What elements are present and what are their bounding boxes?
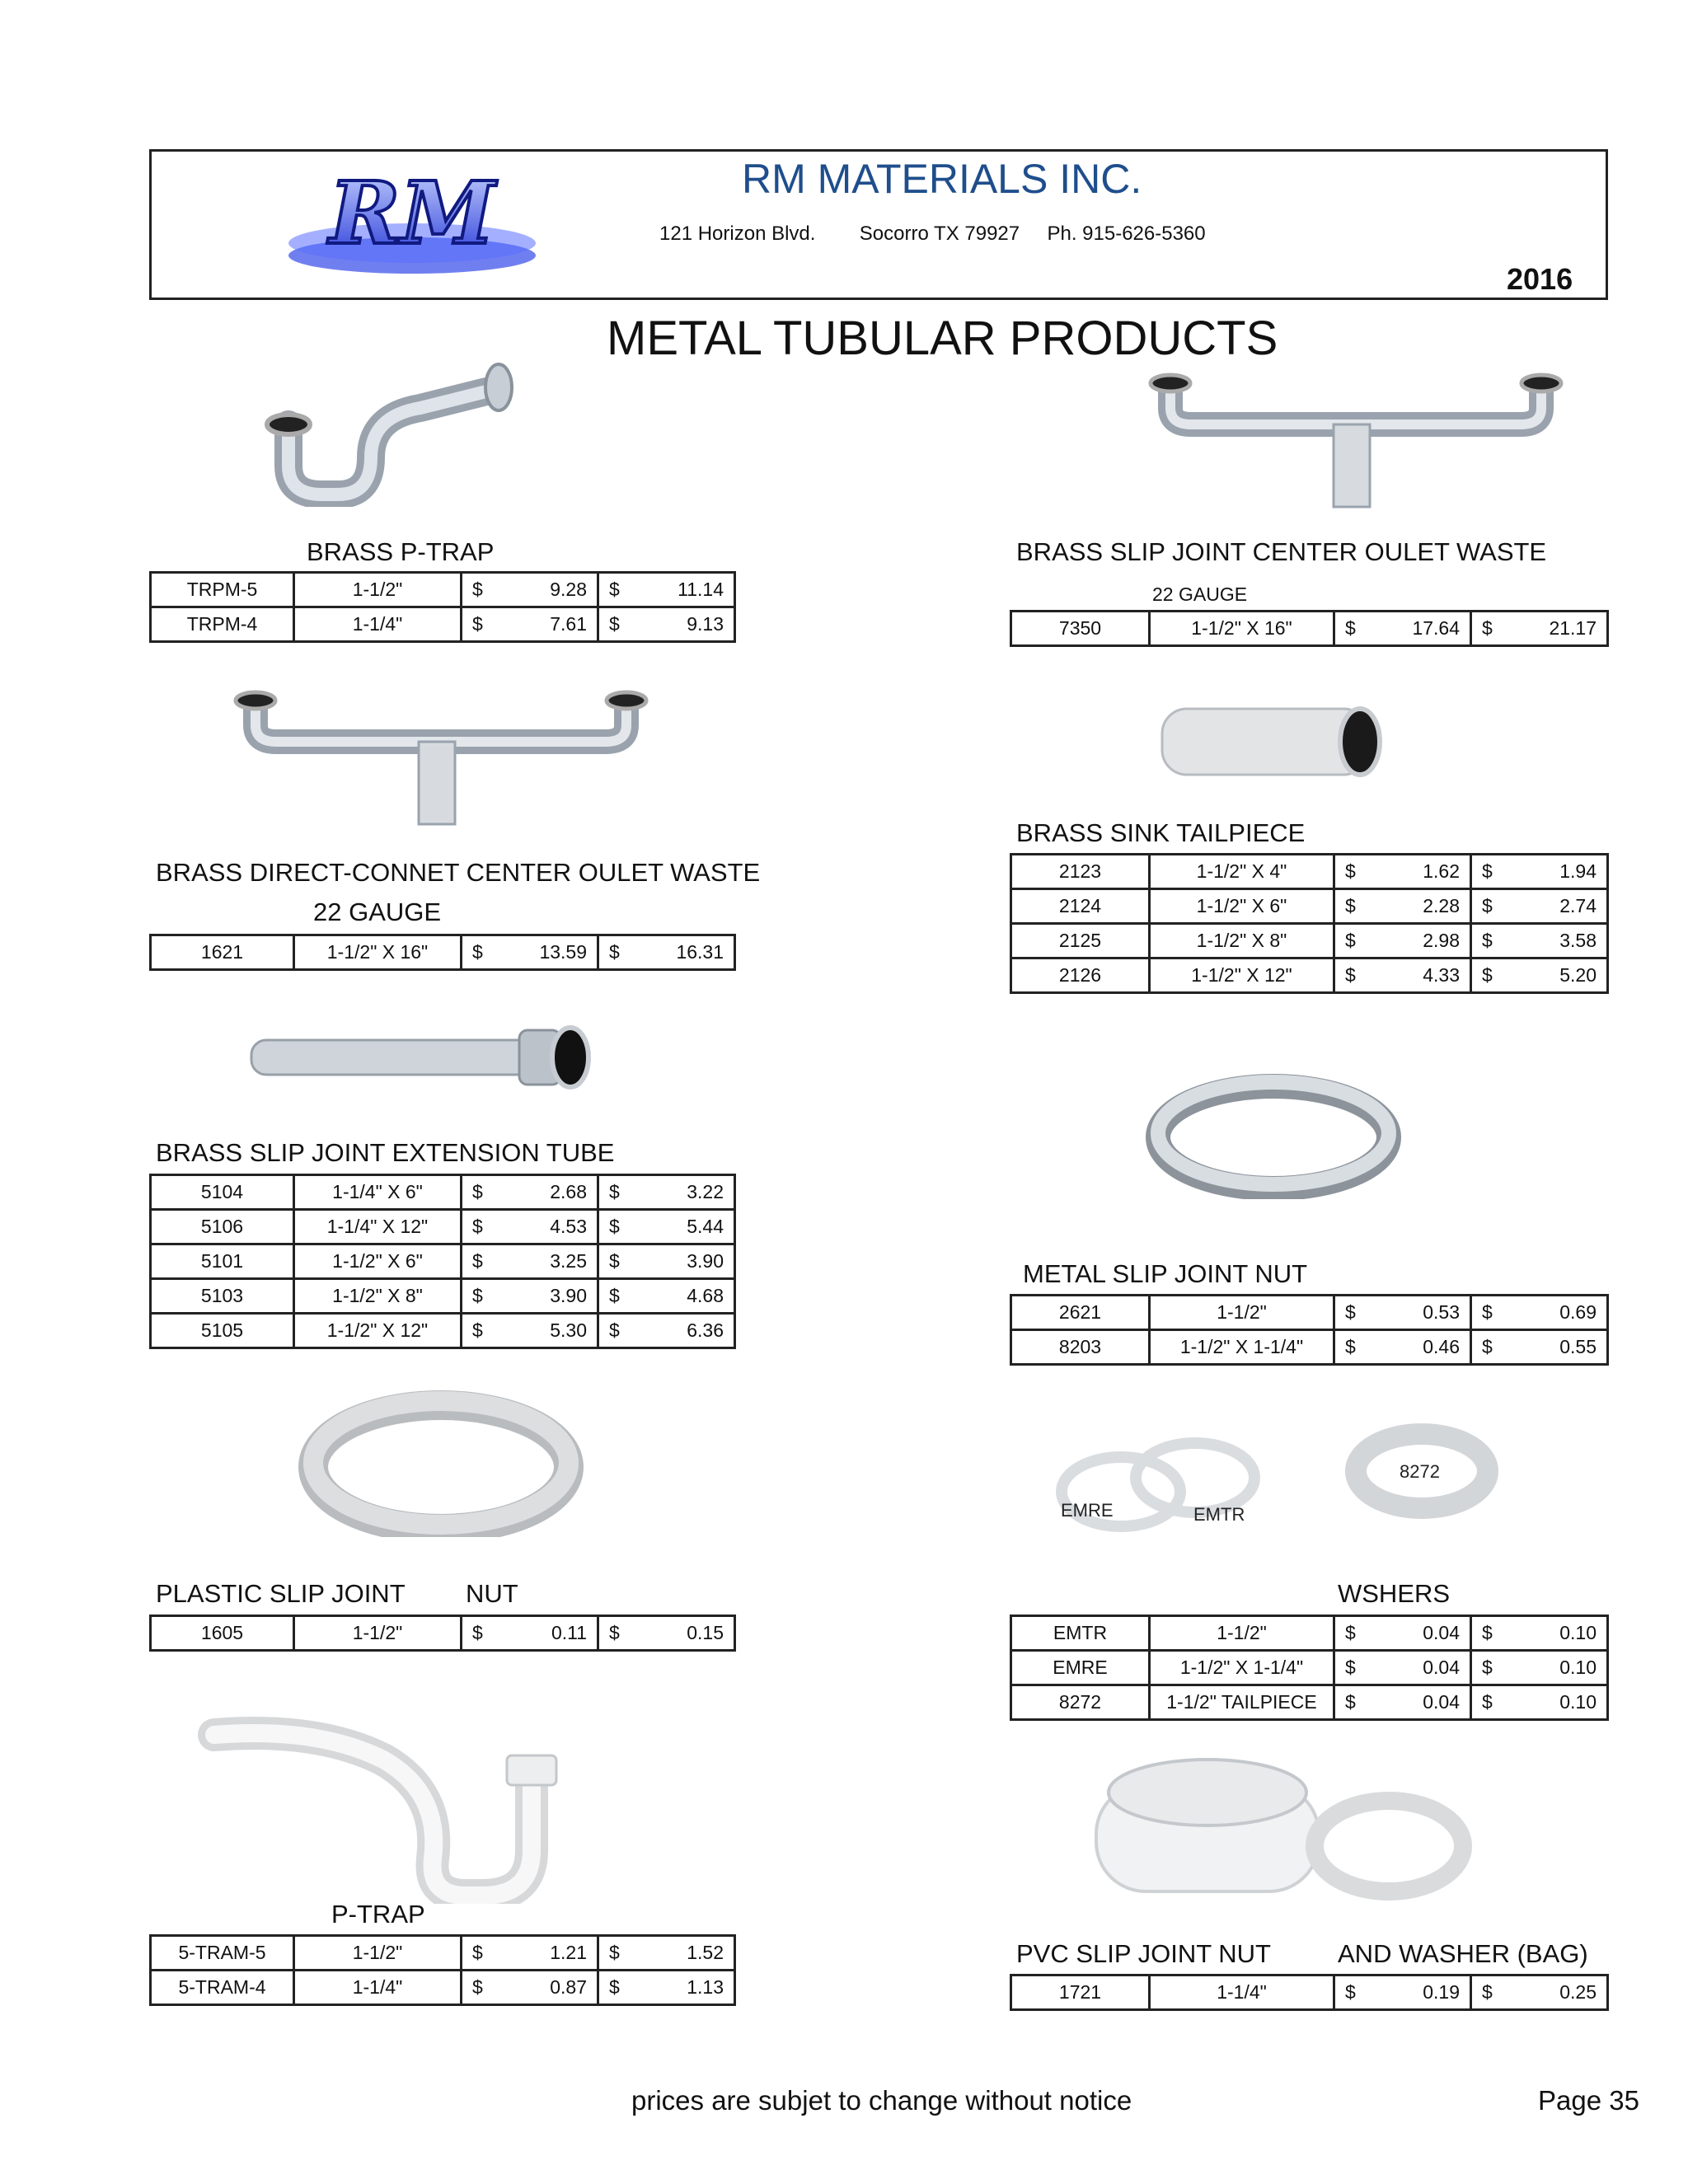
table-row: [151, 1244, 735, 1279]
currency-symbol: $: [472, 941, 483, 963]
price-2-cell: [1471, 889, 1608, 924]
price-2-cell: [598, 1936, 735, 1971]
price-2-cell: [1471, 924, 1608, 958]
price-1-cell: [1334, 1616, 1471, 1651]
size-cell: [294, 1616, 462, 1651]
item-size: 1-1/2" X 8": [1196, 930, 1287, 951]
item-code: EMTR: [1053, 1622, 1108, 1643]
item-code: TRPM-4: [186, 613, 258, 635]
item-size: 1-1/2" X 6": [332, 1250, 423, 1272]
item-code: 5104: [200, 1181, 244, 1202]
price-1: 7.61: [550, 613, 587, 635]
price-2: 0.69: [1559, 1301, 1597, 1323]
item-size: 1-1/2" X 16": [1191, 617, 1292, 639]
table-row: [1011, 612, 1608, 646]
pvc-nut-washer-image: [1080, 1755, 1475, 1912]
section-title-sink-tailpiece: BRASS SINK TAILPIECE: [1016, 818, 1306, 847]
section-title-plastic-nut: NUT: [466, 1579, 518, 1608]
center-outlet-waste-image: [1146, 367, 1566, 515]
price-1: 0.19: [1423, 1981, 1460, 2003]
item-code: TRPM-5: [186, 579, 258, 600]
price-1: 9.28: [550, 579, 587, 600]
price-2: 0.10: [1559, 1622, 1597, 1643]
page-number: Page 35: [1538, 2085, 1639, 2116]
currency-symbol: $: [1482, 1622, 1493, 1643]
price-1-cell: [462, 1244, 598, 1279]
item-size: 1-1/4": [352, 1976, 403, 1998]
size-cell: [1150, 855, 1334, 889]
table-row: [1011, 855, 1608, 889]
currency-symbol: $: [1345, 860, 1356, 882]
price-1: 2.68: [550, 1181, 587, 1202]
price-2-cell: [1471, 1296, 1608, 1330]
item-code: 7350: [1058, 617, 1102, 639]
size-cell: [1150, 1975, 1334, 2010]
plastic-slip-nut-image: [297, 1389, 585, 1537]
price-2: 3.58: [1559, 930, 1597, 951]
price-1-cell: [462, 1616, 598, 1651]
price-2-cell: [598, 1175, 735, 1210]
item-size: 1-1/2": [1217, 1622, 1267, 1643]
section-title-and-washer-bag: AND WASHER (BAG): [1338, 1939, 1588, 1968]
price-1: 2.98: [1423, 930, 1460, 951]
code-cell: [1011, 889, 1150, 924]
price-2: 5.44: [687, 1216, 724, 1237]
table-row: [1011, 1296, 1608, 1330]
currency-symbol: $: [1482, 1691, 1493, 1713]
code-cell: [151, 1936, 294, 1971]
item-code: 2124: [1058, 895, 1102, 916]
currency-symbol: $: [1345, 1691, 1356, 1713]
size-cell: [1150, 1296, 1334, 1330]
price-1-cell: [1334, 855, 1471, 889]
currency-symbol: $: [472, 1319, 483, 1341]
company-name: RM MATERIALS INC.: [742, 156, 1142, 202]
code-cell: [1011, 1296, 1150, 1330]
code-cell: [151, 1279, 294, 1314]
currency-symbol: $: [1482, 617, 1493, 639]
table-center-outlet-waste: [1010, 610, 1609, 647]
item-code: 5101: [200, 1250, 244, 1272]
currency-symbol: $: [1482, 930, 1493, 951]
section-title-direct-connect-waste: BRASS DIRECT-CONNET CENTER OULET WASTE: [156, 858, 761, 887]
code-cell: [151, 1616, 294, 1651]
item-size: 1-1/2" TAILPIECE: [1166, 1691, 1317, 1713]
price-1: 3.25: [550, 1250, 587, 1272]
price-2: 1.13: [687, 1976, 724, 1998]
item-code: 5-TRAM-5: [178, 1942, 266, 1963]
currency-symbol: $: [609, 613, 620, 635]
table-washers: [1010, 1615, 1609, 1721]
item-code: 5105: [200, 1319, 244, 1341]
table-extension-tube: [149, 1174, 736, 1349]
price-2-cell: [598, 607, 735, 642]
currency-symbol: $: [472, 1976, 483, 1998]
code-cell: [1011, 958, 1150, 993]
size-cell: [294, 1210, 462, 1244]
code-cell: [151, 1175, 294, 1210]
item-size: 1-1/4" X 6": [332, 1181, 423, 1202]
size-cell: [294, 1314, 462, 1348]
price-1: 1.62: [1423, 860, 1460, 882]
currency-symbol: $: [609, 1942, 620, 1963]
item-code: 1621: [200, 941, 244, 963]
price-2: 11.14: [678, 579, 724, 600]
price-2: 0.25: [1559, 1981, 1597, 2003]
table-row: [151, 607, 735, 642]
price-1-cell: [462, 607, 598, 642]
table-row: [151, 1314, 735, 1348]
price-2-cell: [598, 1279, 735, 1314]
price-1-cell: [462, 1279, 598, 1314]
section-title-center-outlet-waste: BRASS SLIP JOINT CENTER OULET WASTE: [1016, 537, 1547, 566]
currency-symbol: $: [609, 1976, 620, 1998]
table-metal-slip-joint-nut: [1010, 1294, 1609, 1366]
section-title-plastic-slip-joint: PLASTIC SLIP JOINT: [156, 1579, 406, 1608]
table-sink-tailpiece: [1010, 853, 1609, 994]
size-cell: [1150, 1685, 1334, 1720]
direct-connect-waste-image: [231, 684, 651, 832]
price-2-cell: [1471, 855, 1608, 889]
currency-symbol: $: [1482, 1336, 1493, 1357]
item-size: 1-1/4": [1217, 1981, 1267, 2003]
size-cell: [294, 607, 462, 642]
price-2: 0.10: [1559, 1657, 1597, 1678]
item-code: 1721: [1058, 1981, 1102, 2003]
code-cell: [151, 1314, 294, 1348]
currency-symbol: $: [1482, 895, 1493, 916]
code-cell: [1011, 1651, 1150, 1685]
price-1-cell: [1334, 1975, 1471, 2010]
size-cell: [1150, 924, 1334, 958]
price-1: 1.21: [550, 1942, 587, 1963]
currency-symbol: $: [1345, 930, 1356, 951]
currency-symbol: $: [472, 1181, 483, 1202]
currency-symbol: $: [472, 1285, 483, 1306]
code-cell: [1011, 1616, 1150, 1651]
item-size: 1-1/2" X 4": [1196, 860, 1287, 882]
price-2-cell: [598, 1314, 735, 1348]
section-title-washers: WSHERS: [1338, 1579, 1451, 1608]
price-1-cell: [462, 1936, 598, 1971]
price-1-cell: [1334, 958, 1471, 993]
price-2: 0.55: [1559, 1336, 1597, 1357]
price-2: 16.31: [676, 941, 724, 963]
item-size: 1-1/2" X 12": [326, 1319, 429, 1341]
price-2-cell: [1471, 1330, 1608, 1365]
currency-symbol: $: [472, 613, 483, 635]
currency-symbol: $: [609, 941, 620, 963]
table-row: [1011, 1616, 1608, 1651]
table-p-trap: [149, 1934, 736, 2006]
size-cell: [294, 1175, 462, 1210]
price-2: 2.74: [1559, 895, 1597, 916]
price-2-cell: [1471, 1975, 1608, 2010]
section-title-brass-p-trap: BRASS P-TRAP: [307, 537, 495, 566]
price-1-cell: [462, 1175, 598, 1210]
table-row: [151, 1175, 735, 1210]
currency-symbol: $: [1345, 895, 1356, 916]
price-1: 0.53: [1423, 1301, 1460, 1323]
metal-slip-nut-image: [1146, 1067, 1401, 1199]
code-cell: [151, 607, 294, 642]
item-code: 8272: [1058, 1691, 1102, 1713]
price-2-cell: [598, 573, 735, 607]
page-title: METAL TUBULAR PRODUCTS: [607, 312, 1278, 365]
currency-symbol: $: [609, 1622, 620, 1643]
section-title-p-trap: P-TRAP: [331, 1900, 425, 1929]
price-2-cell: [1471, 612, 1608, 646]
table-row: [151, 935, 735, 970]
currency-symbol: $: [1482, 1301, 1493, 1323]
code-cell: [151, 935, 294, 970]
table-pvc-nut-washer: [1010, 1974, 1609, 2011]
washers-image: [1039, 1422, 1517, 1545]
currency-symbol: $: [1482, 964, 1493, 986]
currency-symbol: $: [1345, 1336, 1356, 1357]
currency-symbol: $: [1345, 1622, 1356, 1643]
item-size: 1-1/2" X 1-1/4": [1179, 1657, 1304, 1678]
code-cell: [1011, 924, 1150, 958]
plastic-p-trap-image: [194, 1710, 622, 1904]
price-2: 1.52: [687, 1942, 724, 1963]
price-1: 0.46: [1423, 1336, 1460, 1357]
company-address: 121 Horizon Blvd. Socorro TX 79927 Ph. 915-626-5360: [659, 223, 1206, 245]
size-cell: [294, 1244, 462, 1279]
size-cell: [294, 1936, 462, 1971]
price-1-cell: [1334, 1685, 1471, 1720]
code-cell: [151, 1244, 294, 1279]
price-1: 0.04: [1423, 1622, 1460, 1643]
table-row: [1011, 958, 1608, 993]
washer-label-emre: EMRE: [1061, 1500, 1114, 1521]
company-logo: [280, 161, 544, 284]
currency-symbol: $: [1345, 1657, 1356, 1678]
item-code: 5106: [200, 1216, 244, 1237]
table-row: [1011, 924, 1608, 958]
size-cell: [1150, 958, 1334, 993]
extension-tube-image: [247, 1018, 602, 1096]
price-1: 17.64: [1412, 617, 1460, 639]
item-code: EMRE: [1053, 1657, 1108, 1678]
code-cell: [151, 1210, 294, 1244]
price-2-cell: [598, 1210, 735, 1244]
price-2-cell: [1471, 1651, 1608, 1685]
currency-symbol: $: [609, 1285, 620, 1306]
currency-symbol: $: [1345, 1301, 1356, 1323]
price-2-cell: [1471, 1685, 1608, 1720]
currency-symbol: $: [609, 1319, 620, 1341]
sink-tailpiece-image: [1146, 696, 1393, 787]
price-1: 13.59: [539, 941, 587, 963]
price-1-cell: [1334, 1330, 1471, 1365]
table-row: [151, 1971, 735, 2005]
price-2: 0.15: [687, 1622, 724, 1643]
item-size: 1-1/4" X 12": [326, 1216, 429, 1237]
washer-label-8272: 8272: [1400, 1461, 1440, 1482]
item-size: 1-1/2" X 12": [1191, 964, 1292, 986]
code-cell: [1011, 1685, 1150, 1720]
item-code: 1605: [200, 1622, 244, 1643]
item-code: 2126: [1058, 964, 1102, 986]
brass-p-trap-image: [256, 359, 536, 507]
currency-symbol: $: [1482, 1981, 1493, 2003]
price-2: 9.13: [687, 613, 724, 635]
currency-symbol: $: [609, 579, 620, 600]
item-size: 1-1/2" X 1-1/4": [1179, 1336, 1304, 1357]
price-2-cell: [598, 935, 735, 970]
price-1: 0.87: [550, 1976, 587, 1998]
price-2: 5.20: [1559, 964, 1597, 986]
size-cell: [294, 935, 462, 970]
table-row: [151, 1616, 735, 1651]
item-code: 2123: [1058, 860, 1102, 882]
price-1: 4.53: [550, 1216, 587, 1237]
size-cell: [1150, 1651, 1334, 1685]
price-1-cell: [1334, 612, 1471, 646]
item-code: 8203: [1058, 1336, 1102, 1357]
currency-symbol: $: [472, 1216, 483, 1237]
currency-symbol: $: [1482, 1657, 1493, 1678]
table-row: [1011, 889, 1608, 924]
price-2-cell: [1471, 1616, 1608, 1651]
currency-symbol: $: [1345, 1981, 1356, 2003]
washer-label-emtr: EMTR: [1193, 1504, 1245, 1525]
logo-text: RM: [329, 162, 495, 264]
price-1-cell: [462, 573, 598, 607]
table-row: [151, 1210, 735, 1244]
price-2: 3.22: [687, 1181, 724, 1202]
table-direct-connect-waste: [149, 934, 736, 971]
price-1: 0.04: [1423, 1657, 1460, 1678]
table-plastic-slip-joint-nut: [149, 1615, 736, 1652]
item-size: 1-1/2" X 8": [332, 1285, 423, 1306]
currency-symbol: $: [1345, 617, 1356, 639]
table-row: [151, 1936, 735, 1971]
price-1: 0.11: [551, 1622, 587, 1643]
section-title-pvc-slip-joint-nut: PVC SLIP JOINT NUT: [1016, 1939, 1271, 1968]
size-cell: [294, 573, 462, 607]
code-cell: [1011, 612, 1150, 646]
currency-symbol: $: [472, 579, 483, 600]
price-2: 6.36: [687, 1319, 724, 1341]
code-cell: [151, 573, 294, 607]
price-1-cell: [1334, 1651, 1471, 1685]
table-row: [1011, 1330, 1608, 1365]
direct-connect-gauge-note: 22 GAUGE: [313, 898, 442, 926]
table-row: [1011, 1685, 1608, 1720]
code-cell: [1011, 1330, 1150, 1365]
item-size: 1-1/2": [1217, 1301, 1267, 1323]
price-1: 5.30: [550, 1319, 587, 1341]
table-row: [151, 573, 735, 607]
price-1-cell: [462, 1314, 598, 1348]
item-code: 5103: [200, 1285, 244, 1306]
price-1: 2.28: [1423, 895, 1460, 916]
size-cell: [1150, 889, 1334, 924]
currency-symbol: $: [472, 1942, 483, 1963]
currency-symbol: $: [609, 1250, 620, 1272]
price-1-cell: [462, 935, 598, 970]
item-code: 2125: [1058, 930, 1102, 951]
item-size: 1-1/2": [352, 579, 403, 600]
item-size: 1-1/4": [352, 613, 403, 635]
currency-symbol: $: [1345, 964, 1356, 986]
catalog-year: 2016: [1507, 262, 1573, 296]
center-outlet-gauge-note: 22 GAUGE: [1152, 583, 1248, 605]
code-cell: [151, 1971, 294, 2005]
currency-symbol: $: [1482, 860, 1493, 882]
size-cell: [1150, 612, 1334, 646]
currency-symbol: $: [472, 1250, 483, 1272]
price-2: 4.68: [687, 1285, 724, 1306]
size-cell: [1150, 1330, 1334, 1365]
size-cell: [294, 1279, 462, 1314]
code-cell: [1011, 1975, 1150, 2010]
table-row: [1011, 1651, 1608, 1685]
price-2: 0.10: [1559, 1691, 1597, 1713]
price-1-cell: [462, 1210, 598, 1244]
item-code: 5-TRAM-4: [178, 1976, 266, 1998]
table-brass-p-trap: [149, 571, 736, 643]
price-1: 0.04: [1423, 1691, 1460, 1713]
table-row: [151, 1279, 735, 1314]
price-1: 4.33: [1423, 964, 1460, 986]
section-title-extension-tube: BRASS SLIP JOINT EXTENSION TUBE: [156, 1138, 615, 1167]
price-1-cell: [1334, 889, 1471, 924]
price-2-cell: [598, 1244, 735, 1279]
price-1: 3.90: [550, 1285, 587, 1306]
section-title-metal-slip-joint-nut: METAL SLIP JOINT NUT: [1023, 1259, 1308, 1288]
price-1-cell: [462, 1971, 598, 2005]
footer-note: prices are subjet to change without notice: [631, 2085, 1132, 2116]
item-code: 2621: [1058, 1301, 1102, 1323]
table-row: [1011, 1975, 1608, 2010]
size-cell: [1150, 1616, 1334, 1651]
item-size: 1-1/2": [352, 1942, 403, 1963]
item-size: 1-1/2" X 6": [1196, 895, 1287, 916]
size-cell: [294, 1971, 462, 2005]
currency-symbol: $: [609, 1216, 620, 1237]
price-2: 21.17: [1549, 617, 1597, 639]
price-1-cell: [1334, 924, 1471, 958]
price-2-cell: [598, 1616, 735, 1651]
currency-symbol: $: [472, 1622, 483, 1643]
item-size: 1-1/2": [352, 1622, 403, 1643]
price-1-cell: [1334, 1296, 1471, 1330]
price-2: 1.94: [1559, 860, 1597, 882]
code-cell: [1011, 855, 1150, 889]
price-2-cell: [1471, 958, 1608, 993]
item-size: 1-1/2" X 16": [326, 941, 429, 963]
price-2: 3.90: [687, 1250, 724, 1272]
price-2-cell: [598, 1971, 735, 2005]
currency-symbol: $: [609, 1181, 620, 1202]
